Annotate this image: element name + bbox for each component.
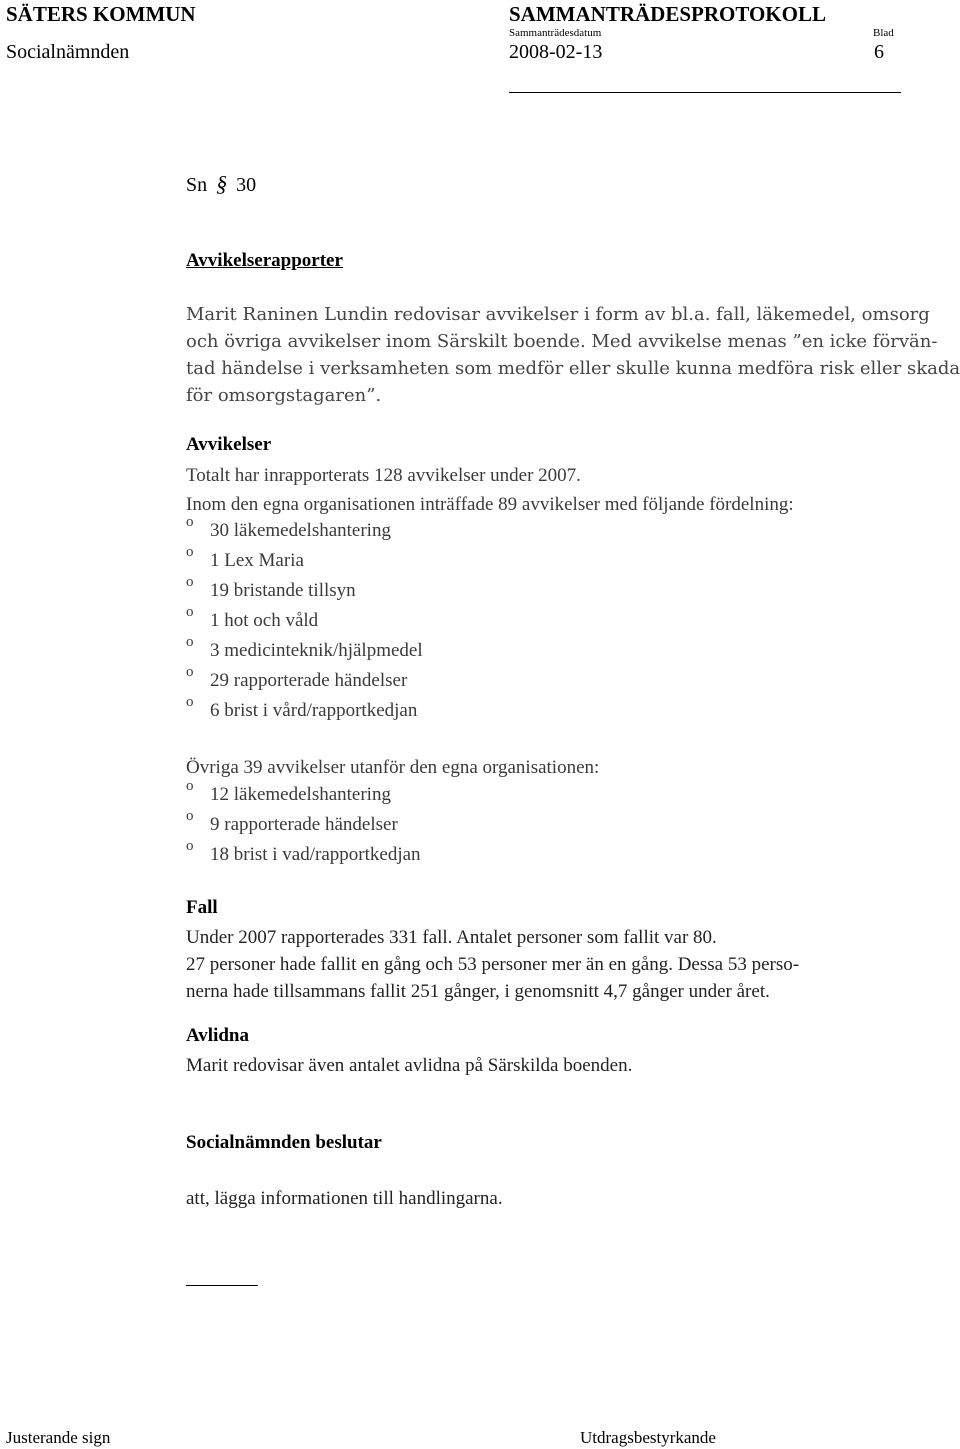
bullet-icon: o [186, 604, 194, 620]
fall-line: 27 personer hade fallit en gång och 53 personer mer än en gång. Dessa 53 perso- [186, 954, 800, 975]
list-item-text: 6 brist i vård/rapportkedjan [210, 700, 418, 721]
bullet-icon: o [186, 778, 194, 794]
header-rule [509, 92, 901, 93]
list-item-text: 1 Lex Maria [210, 550, 304, 571]
intro-line: Marit Raninen Lundin redovisar avvikelser i form av bl.a. fall, läkemedel, omsorg [186, 304, 930, 325]
section-number [186, 171, 256, 197]
bullet-icon: o [186, 634, 194, 650]
intro-line: tad händelse i verksamheten som medför eller skulle kunna medföra risk eller skada [186, 358, 960, 379]
section-title: Avvikelserapporter [186, 250, 343, 271]
list-item-text: 18 brist i vad/rapportkedjan [210, 844, 421, 865]
date-label: Sammanträdesdatum [509, 27, 602, 39]
intro-line: för omsorgstagaren”. [186, 385, 382, 406]
intro-paragraph [186, 301, 960, 409]
bullet-icon: o [186, 664, 194, 680]
intro-line: och övriga avvikelser inom Särskilt boende. Med avvikelse menas ”en icke förvän- [186, 331, 938, 352]
page-label: Blad [873, 27, 894, 39]
municipality-name: SÄTERS KOMMUN [6, 2, 196, 26]
committee-name: Socialnämnden [6, 41, 130, 63]
avvikelser-total: Totalt har inrapporterats 128 avvikelser under 2007. [186, 465, 581, 486]
bullet-icon: o [186, 838, 194, 854]
fall-paragraph [186, 924, 799, 1005]
decision-text: att, lägga informationen till handlingarna. [186, 1188, 503, 1209]
avvikelser-heading: Avvikelser [186, 434, 272, 455]
bullet-icon: o [186, 574, 194, 590]
fall-line: nerna hade tillsammans fallit 251 gånger, i genomsnitt 4,7 gånger under året. [186, 981, 770, 1002]
list-item-text: 29 rapporterade händelser [210, 670, 408, 691]
bullet-icon: o [186, 694, 194, 710]
footer-right: Utdragsbestyrkande [580, 1428, 716, 1447]
avlidna-heading: Avlidna [186, 1025, 250, 1046]
list-item-text: 1 hot och våld [210, 610, 319, 631]
list-item-text: 12 läkemedelshantering [210, 784, 391, 805]
list-item-text: 30 läkemedelshantering [210, 520, 391, 541]
page-number: 6 [874, 41, 884, 63]
fall-heading: Fall [186, 897, 218, 918]
list-item-text: 19 bristande tillsyn [210, 580, 356, 601]
decision-heading: Socialnämnden beslutar [186, 1132, 382, 1153]
section-prefix: Sn [186, 174, 208, 196]
list-item-text: 9 rapporterade händelser [210, 814, 398, 835]
bullet-icon: o [186, 514, 194, 530]
bullet-icon: o [186, 808, 194, 824]
footer-left: Justerande sign [6, 1428, 111, 1447]
section-num: 30 [236, 174, 257, 196]
section-mark: § [216, 171, 228, 196]
avlidna-text: Marit redovisar även antalet avlidna på Särskilda boenden. [186, 1055, 633, 1076]
avvikelser-external-intro: Övriga 39 avvikelser utanför den egna organisationen: [186, 757, 600, 778]
meeting-date: 2008-02-13 [509, 41, 603, 63]
protocol-title: SAMMANTRÄDESPROTOKOLL [509, 2, 826, 26]
list-item-text: 3 medicinteknik/hjälpmedel [210, 640, 423, 661]
bullet-icon: o [186, 544, 194, 560]
avvikelser-internal-intro: Inom den egna organisationen inträffade 89 avvikelser med följande fördelning: [186, 494, 794, 515]
fall-line: Under 2007 rapporterades 331 fall. Antalet personer som fallit var 80. [186, 927, 717, 948]
signature-rule [186, 1285, 258, 1286]
